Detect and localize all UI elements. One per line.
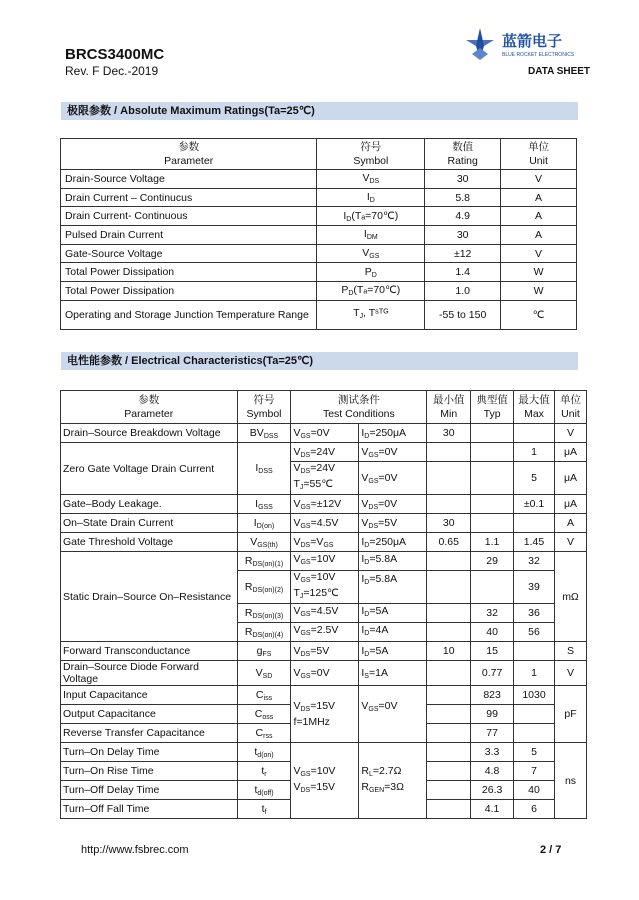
typ-cell: 99: [471, 705, 514, 724]
table-row: [61, 514, 587, 533]
unit-cell: ns: [554, 743, 586, 819]
header-min: 最小值 Min: [427, 391, 471, 424]
max-cell: [514, 705, 555, 724]
abs-max-header-cell: 参数 Parameter: [61, 139, 317, 170]
typ-cell: 40: [471, 623, 514, 642]
symbol-cell: $V_{GS}$: [317, 244, 425, 263]
typ-cell: 32: [471, 604, 514, 623]
min-cell: [427, 724, 471, 743]
cond-cell: $V_{GS}=0V$: [291, 424, 359, 443]
cond-cell: $V_{GS}=10V$ $T_J=125℃$: [291, 571, 359, 604]
param-cell: Operating and Storage Junction Temperature Range: [61, 300, 317, 329]
symbol-cell: $V_{GS(th)}$: [237, 533, 291, 552]
param-cell: Input Capacitance: [61, 686, 238, 705]
max-cell: 1: [514, 661, 555, 686]
max-cell: [514, 424, 555, 443]
rating-cell: 4.9: [425, 207, 501, 226]
symbol-cell: $I_{GSS}$: [237, 495, 291, 514]
symbol-cell: $C_{rss}$: [237, 724, 291, 743]
symbol-cell: $V_{SD}$: [237, 661, 291, 686]
param-cell: Turn–On Rise Time: [61, 762, 238, 781]
min-cell: 30: [427, 424, 471, 443]
min-cell: [427, 552, 471, 571]
min-cell: [427, 661, 471, 686]
max-cell: [514, 514, 555, 533]
cond-cell: $V_{GS}=0V$: [359, 686, 427, 743]
table-row: [61, 661, 587, 686]
revision-label: Rev. F Dec.-2019: [65, 64, 159, 78]
page-number: 2 / 7: [540, 844, 562, 856]
cond-cell: $I_D=5.8A$: [359, 571, 427, 604]
unit-cell: A: [554, 514, 586, 533]
cond-cell: $V_{GS}=10V$: [291, 552, 359, 571]
symbol-cell: $t_r$: [237, 762, 291, 781]
cond-cell: $V_{GS}=0V$: [359, 462, 427, 495]
symbol-cell: $t_f$: [237, 800, 291, 819]
part-number: BRCS3400MC: [65, 46, 165, 63]
symbol-cell: $V_{DS}$: [317, 170, 425, 189]
abs-max-row: [61, 207, 577, 226]
param-cell: Drain Current- Continuous: [61, 207, 317, 226]
cond-cell: $I_S=1A$: [359, 661, 427, 686]
abs-max-row: [61, 282, 577, 301]
param-cell: Drain Current – Continucus: [61, 188, 317, 207]
abs-max-header-cell: 符号 Symbol: [317, 139, 425, 170]
typ-cell: [471, 495, 514, 514]
abs-max-table: [60, 138, 577, 330]
cond-cell: $V_{GS}=0V$: [291, 661, 359, 686]
rating-cell: 30: [425, 170, 501, 189]
cond-cell: $I_D=5A$: [359, 642, 427, 661]
param-cell: Gate-Source Voltage: [61, 244, 317, 263]
abs-max-row: [61, 170, 577, 189]
symbol-cell: $t_{d(on)}$: [237, 743, 291, 762]
table-row: [61, 495, 587, 514]
unit-cell: W: [501, 263, 577, 282]
typ-cell: 1.1: [471, 533, 514, 552]
typ-cell: 4.8: [471, 762, 514, 781]
abs-max-header-cell: 单位 Unit: [501, 139, 577, 170]
cond-cell: $V_{GS}=0V$: [359, 443, 427, 462]
max-cell: [514, 724, 555, 743]
min-cell: 0.65: [427, 533, 471, 552]
rating-cell: -55 to 150: [425, 300, 501, 329]
param-cell: Gate Threshold Voltage: [61, 533, 238, 552]
symbol-cell: $C_{oss}$: [237, 705, 291, 724]
symbol-cell: $I_D$: [317, 188, 425, 207]
header-conditions: 测试条件 Test Conditions: [291, 391, 427, 424]
symbol-cell: $I_{D(on)}$: [237, 514, 291, 533]
abs-max-row: [61, 188, 577, 207]
min-cell: [427, 705, 471, 724]
param-cell: Turn–Off Fall Time: [61, 800, 238, 819]
abs-max-section-title: 极限参数 / Absolute Maximum Ratings(Ta=25℃): [61, 102, 578, 120]
abs-max-row: [61, 300, 577, 329]
abs-max-row: [61, 226, 577, 245]
cond-cell: $V_{DS}=V_{GS}$: [291, 533, 359, 552]
unit-cell: μA: [554, 443, 586, 462]
typ-cell: 15: [471, 642, 514, 661]
unit-cell: V: [554, 533, 586, 552]
typ-cell: 77: [471, 724, 514, 743]
symbol-cell: $P_D(T_a=70℃)$: [317, 282, 425, 301]
abs-max-row: [61, 263, 577, 282]
symbol-cell: $t_{d(off)}$: [237, 781, 291, 800]
header-unit: 单位 Unit: [554, 391, 586, 424]
cond-cell: $V_{GS}=4.5V$: [291, 604, 359, 623]
param-cell: Output Capacitance: [61, 705, 238, 724]
header-symbol: 符号 Symbol: [237, 391, 291, 424]
symbol-cell: $R_{DS(on)(4)}$: [237, 623, 291, 642]
typ-cell: 3.3: [471, 743, 514, 762]
rating-cell: 1.0: [425, 282, 501, 301]
min-cell: [427, 762, 471, 781]
unit-cell: A: [501, 226, 577, 245]
max-cell: 6: [514, 800, 555, 819]
abs-max-header-row: [61, 139, 577, 170]
max-cell: 1030: [514, 686, 555, 705]
cond-cell: $V_{GS}=2.5V$: [291, 623, 359, 642]
max-cell: 7: [514, 762, 555, 781]
logo-en-text: BLUE ROCKET ELECTRONICS: [502, 52, 575, 58]
param-cell: Forward Transconductance: [61, 642, 238, 661]
cond-cell: $V_{DS}=0V$: [359, 495, 427, 514]
table-row: [61, 443, 587, 462]
symbol-cell: $C_{iss}$: [237, 686, 291, 705]
table-row: [61, 686, 587, 705]
unit-cell: V: [554, 424, 586, 443]
typ-cell: [471, 462, 514, 495]
electrical-table: [60, 390, 587, 819]
unit-cell: A: [501, 207, 577, 226]
max-cell: 32: [514, 552, 555, 571]
cond-cell: $R_L=2.7\Omega$ $R_{GEN}=3\Omega$: [359, 743, 427, 819]
param-cell: Total Power Dissipation: [61, 263, 317, 282]
param-cell: Zero Gate Voltage Drain Current: [61, 443, 238, 495]
table-row: [61, 743, 587, 762]
cond-cell: $V_{DS}=15V$ f=1MHz: [291, 686, 359, 743]
param-cell: Pulsed Drain Current: [61, 226, 317, 245]
unit-cell: ℃: [501, 300, 577, 329]
min-cell: [427, 781, 471, 800]
cond-cell: $V_{DS}=5V$: [291, 642, 359, 661]
unit-cell: W: [501, 282, 577, 301]
footer-url[interactable]: http://www.fsbrec.com: [81, 844, 189, 856]
rating-cell: 5.8: [425, 188, 501, 207]
typ-cell: 29: [471, 552, 514, 571]
min-cell: 30: [427, 514, 471, 533]
max-cell: 56: [514, 623, 555, 642]
symbol-cell: $R_{DS(on)(1)}$: [237, 552, 291, 571]
max-cell: [514, 642, 555, 661]
max-cell: ±0.1: [514, 495, 555, 514]
logo-cn-text: 蓝箭电子: [502, 32, 563, 50]
cond-cell: $V_{GS}=\pm 12V$: [291, 495, 359, 514]
abs-max-header-cell: 数值 Rating: [425, 139, 501, 170]
company-logo: [462, 26, 582, 62]
rating-cell: 1.4: [425, 263, 501, 282]
min-cell: [427, 495, 471, 514]
unit-cell: mΩ: [554, 552, 586, 642]
param-cell: Reverse Transfer Capacitance: [61, 724, 238, 743]
cond-cell: $V_{GS}=10V$ $V_{DS}=15V$: [291, 743, 359, 819]
min-cell: [427, 623, 471, 642]
param-cell: Turn–Off Delay Time: [61, 781, 238, 800]
typ-cell: [471, 443, 514, 462]
symbol-cell: $I_{DM}$: [317, 226, 425, 245]
symbol-cell: $R_{DS(on)(3)}$: [237, 604, 291, 623]
symbol-cell: $g_{FS}$: [237, 642, 291, 661]
symbol-cell: $T_J$, Tˢᵀᴳ: [317, 300, 425, 329]
min-cell: [427, 604, 471, 623]
cond-cell: $V_{GS}=4.5V$: [291, 514, 359, 533]
param-cell: Turn–On Delay Time: [61, 743, 238, 762]
min-cell: [427, 686, 471, 705]
unit-cell: μA: [554, 495, 586, 514]
header-parameter: 参数 Parameter: [61, 391, 238, 424]
symbol-cell: $BV_{DSS}$: [237, 424, 291, 443]
typ-cell: [471, 424, 514, 443]
abs-max-row: [61, 244, 577, 263]
max-cell: 1: [514, 443, 555, 462]
cond-cell: $I_D=250\mu A$: [359, 533, 427, 552]
typ-cell: 26.3: [471, 781, 514, 800]
typ-cell: 0.77: [471, 661, 514, 686]
rating-cell: 30: [425, 226, 501, 245]
unit-cell: V: [554, 661, 586, 686]
elec-header-row: [61, 391, 587, 424]
min-cell: [427, 443, 471, 462]
typ-cell: [471, 571, 514, 604]
datasheet-label: DATA SHEET: [528, 66, 591, 77]
param-cell: On–State Drain Current: [61, 514, 238, 533]
cond-cell: $I_D=5.8A$: [359, 552, 427, 571]
unit-cell: V: [501, 244, 577, 263]
param-cell: Drain–Source Breakdown Voltage: [61, 424, 238, 443]
cond-cell: $V_{DS}=5V$: [359, 514, 427, 533]
typ-cell: 4.1: [471, 800, 514, 819]
table-row: [61, 552, 587, 571]
cond-cell: $I_D=4A$: [359, 623, 427, 642]
table-row: [61, 424, 587, 443]
min-cell: [427, 462, 471, 495]
max-cell: 40: [514, 781, 555, 800]
param-cell: Gate–Body Leakage.: [61, 495, 238, 514]
header-typ: 典型值 Typ: [471, 391, 514, 424]
unit-cell: A: [501, 188, 577, 207]
max-cell: 39: [514, 571, 555, 604]
max-cell: 36: [514, 604, 555, 623]
rocket-logo-icon: [462, 26, 582, 62]
rating-cell: ±12: [425, 244, 501, 263]
param-cell: Drain–Source Diode Forward Voltage: [61, 661, 238, 686]
unit-cell: S: [554, 642, 586, 661]
elec-section-title: 电性能参数 / Electrical Characteristics(Ta=25℃): [61, 352, 578, 370]
max-cell: 1.45: [514, 533, 555, 552]
header-max: 最大值 Max: [514, 391, 555, 424]
min-cell: 10: [427, 642, 471, 661]
unit-cell: pF: [554, 686, 586, 743]
symbol-cell: $P_D$: [317, 263, 425, 282]
cond-cell: $I_D=250\mu A$: [359, 424, 427, 443]
unit-cell: μA: [554, 462, 586, 495]
cond-cell: $V_{DS}=24V$ $T_J=55℃$: [291, 462, 359, 495]
param-cell: Drain-Source Voltage: [61, 170, 317, 189]
param-cell: Static Drain–Source On–Resistance: [61, 552, 238, 642]
cond-cell: $I_D=5A$: [359, 604, 427, 623]
table-row: [61, 642, 587, 661]
unit-cell: V: [501, 170, 577, 189]
cond-cell: $V_{DS}=24V$: [291, 443, 359, 462]
min-cell: [427, 743, 471, 762]
table-row: [61, 533, 587, 552]
max-cell: 5: [514, 743, 555, 762]
typ-cell: 823: [471, 686, 514, 705]
min-cell: [427, 800, 471, 819]
symbol-cell: $I_{DSS}$: [237, 443, 291, 495]
symbol-cell: $R_{DS(on)(2)}$: [237, 571, 291, 604]
min-cell: [427, 571, 471, 604]
param-cell: Total Power Dissipation: [61, 282, 317, 301]
typ-cell: [471, 514, 514, 533]
symbol-cell: $I_D(T_a=70℃)$: [317, 207, 425, 226]
max-cell: 5: [514, 462, 555, 495]
